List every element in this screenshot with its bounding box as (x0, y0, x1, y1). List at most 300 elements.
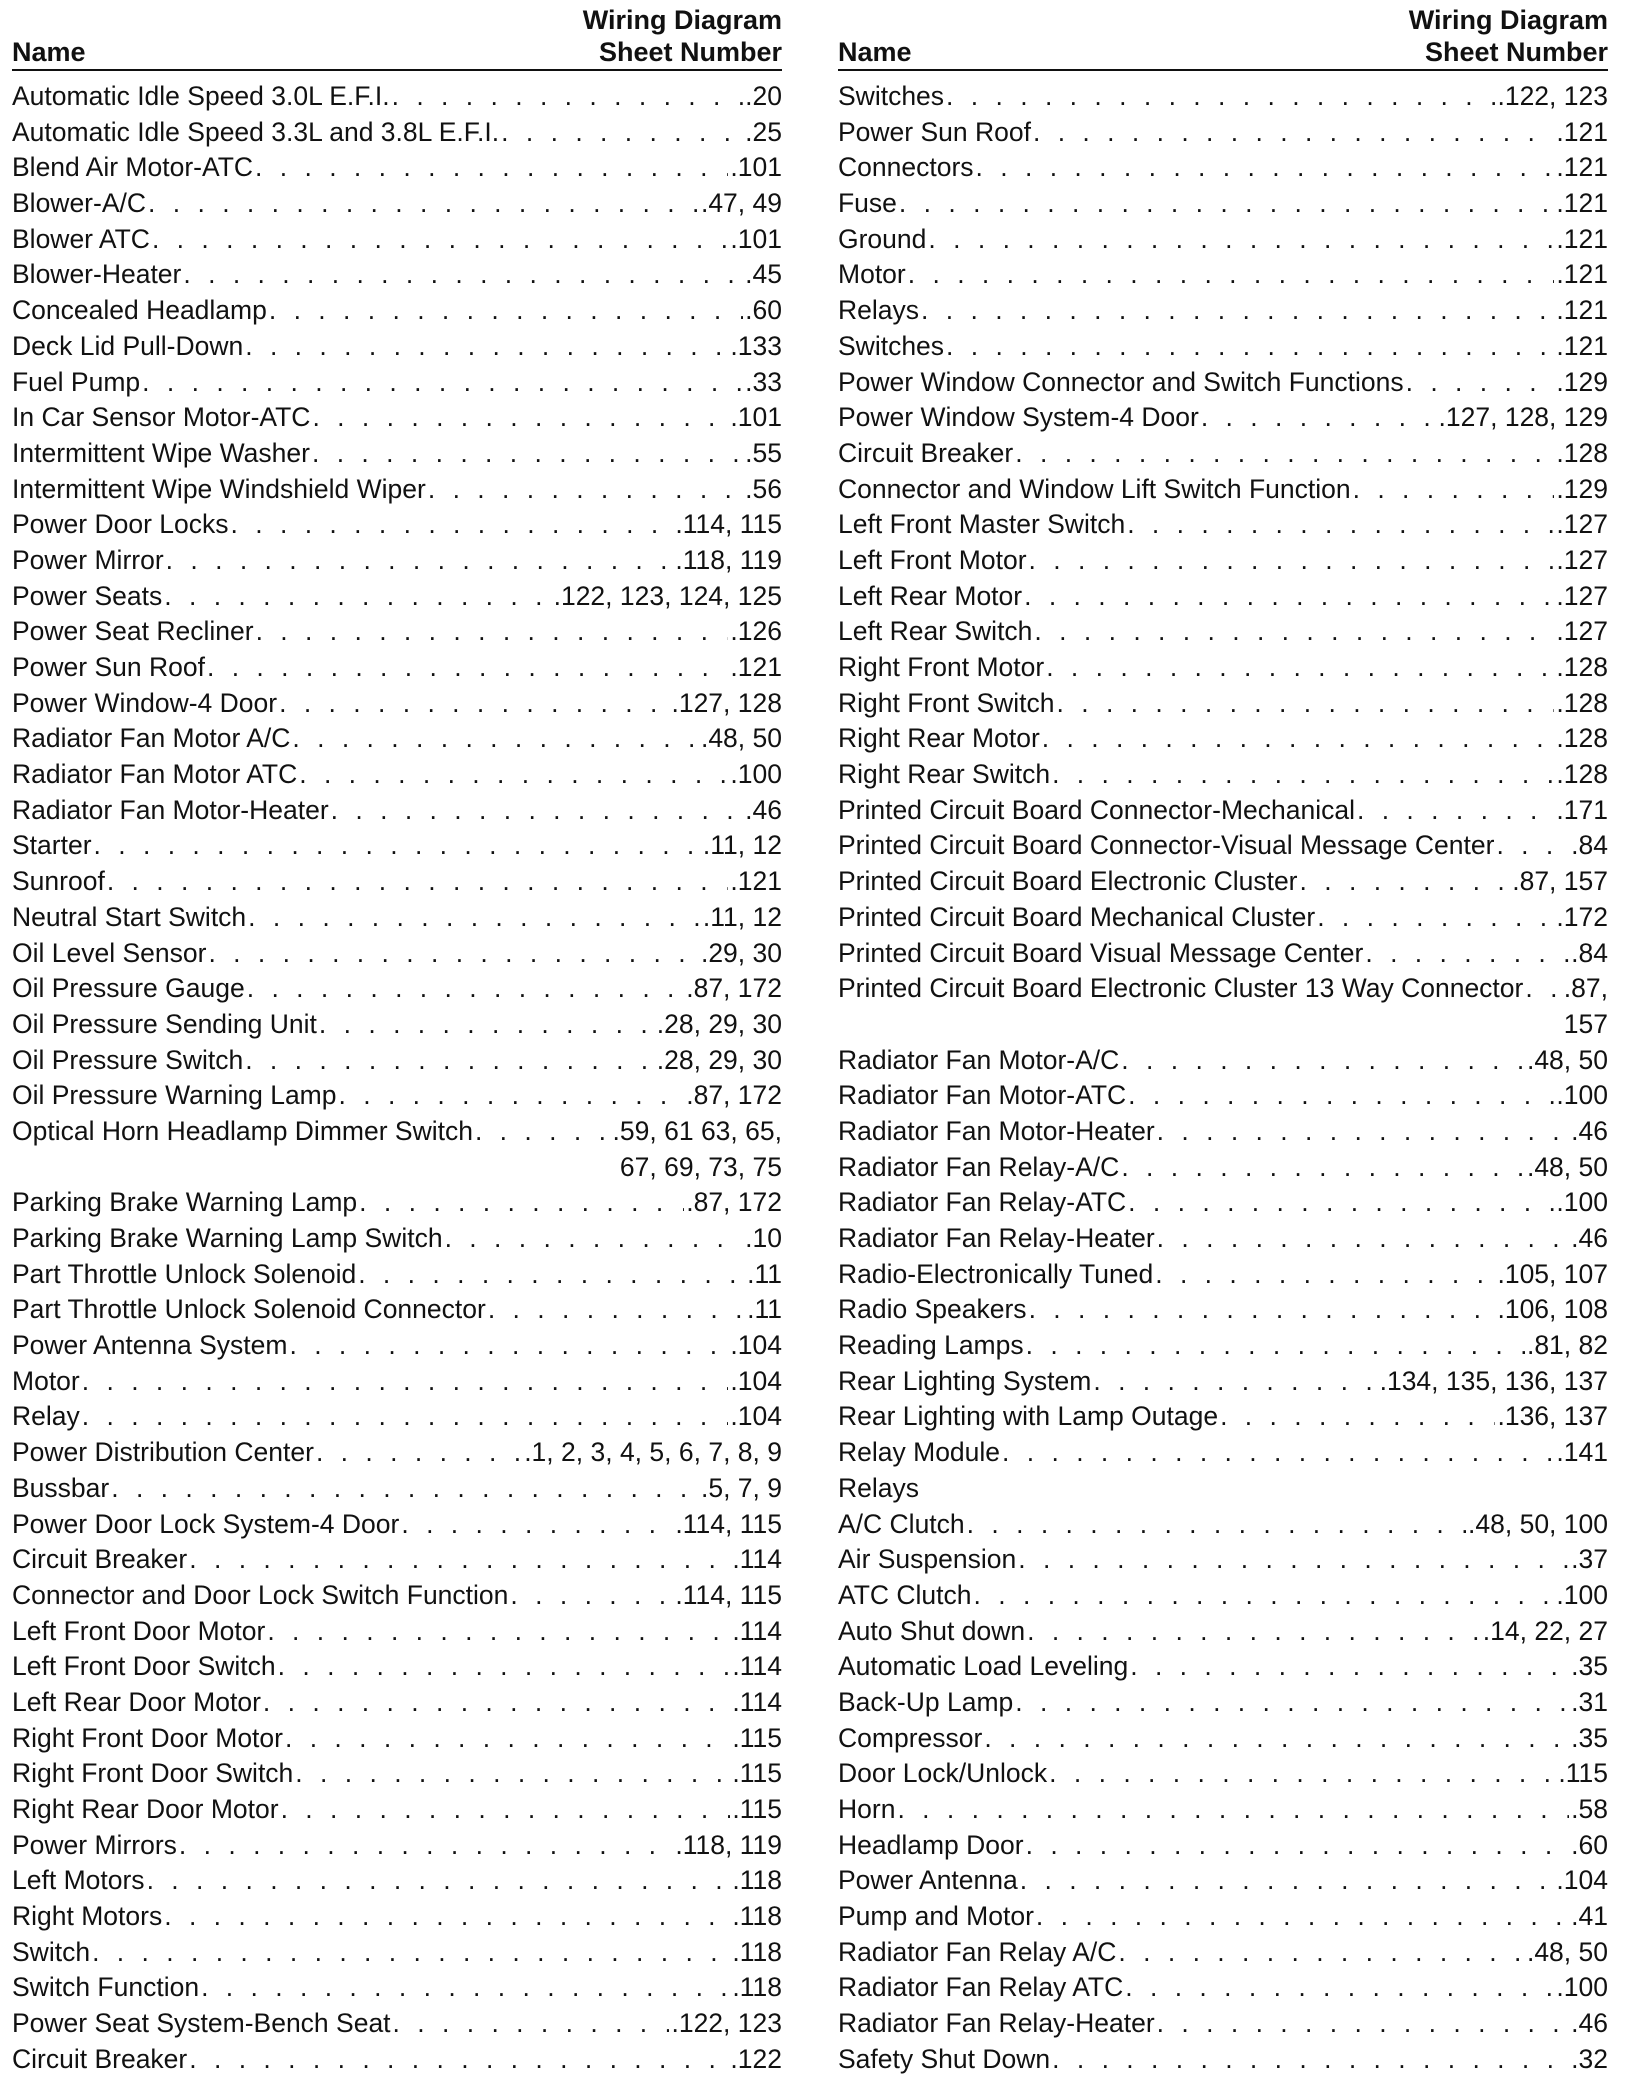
index-entry (12, 1507, 782, 1543)
entry-name: Power Seats (12, 580, 163, 611)
right-column-header (838, 5, 1608, 71)
sheet-numbers: 67, 69, 73, 75 (619, 1151, 782, 1182)
index-entry (12, 1185, 782, 1221)
sheet-numbers: .10 (745, 1223, 782, 1253)
sheet-numbers: .118 (732, 1865, 782, 1896)
dot-leader (1026, 1328, 1525, 1364)
index-entry (12, 1292, 782, 1328)
entry-name: Right Rear Motor (838, 723, 1040, 754)
index-entry (12, 1328, 782, 1364)
sheet-numbers: .121 (1556, 330, 1608, 361)
sheet-numbers: .87, 172 (686, 1187, 782, 1218)
dot-leader (1353, 472, 1555, 508)
index-entry (838, 365, 1608, 401)
dot-leader (1036, 1899, 1569, 1935)
index-entry (838, 1221, 1608, 1257)
entry-name: Right Front Door Switch (12, 1758, 294, 1789)
entry-name: Oil Pressure Warning Lamp (12, 1080, 337, 1111)
entry-name: Automatic Load Leveling (838, 1651, 1129, 1682)
sheet-numbers: .105, 107 (1497, 1258, 1608, 1289)
index-entry (12, 400, 782, 436)
entry-name: Radiator Fan Motor-A/C (838, 1044, 1120, 1075)
entry-name: Relay Module (838, 1437, 1001, 1468)
dot-leader (358, 1257, 745, 1293)
entry-name: Deck Lid Pull-Down (12, 330, 244, 361)
dot-leader (908, 257, 1555, 293)
sheet-numbers: 157 (1563, 1008, 1608, 1039)
entry-name: Ground (838, 223, 927, 254)
index-entry (12, 1756, 782, 1792)
sheet-numbers: .48, 50 (1526, 1936, 1608, 1967)
dot-leader (428, 472, 743, 508)
index-entry (838, 222, 1608, 258)
dot-leader (1525, 971, 1561, 1007)
sheet-numbers: .47, 49 (700, 188, 782, 219)
sheet-numbers: .171 (1556, 794, 1608, 825)
sheet-numbers: .141 (1556, 1437, 1608, 1468)
index-entry (12, 1649, 782, 1685)
entry-name: Concealed Headlamp (12, 295, 267, 326)
index-entry (12, 1863, 782, 1899)
entry-name: Right Rear Door Motor (12, 1794, 279, 1824)
entry-name: Power Distribution Center (12, 1437, 314, 1468)
name-column-heading: Name (838, 37, 912, 67)
index-entry (838, 79, 1608, 115)
entry-name: Right Motors (12, 1901, 163, 1932)
dot-leader (107, 864, 729, 900)
entry-name: Left Front Door Switch (12, 1651, 276, 1682)
dot-leader (1015, 436, 1554, 472)
entry-name: Power Window Connector and Switch Functions (838, 366, 1404, 397)
sheet-numbers: .31 (1571, 1686, 1608, 1717)
sheet-numbers: .58 (1571, 1794, 1608, 1824)
index-entry (12, 2006, 782, 2042)
index-entry (12, 971, 782, 1007)
dot-leader (946, 329, 1554, 365)
entry-name: Left Front Door Motor (12, 1615, 266, 1646)
sheet-numbers: .127 (1556, 616, 1608, 647)
entry-name: Safety Shut Down (838, 2043, 1051, 2074)
dot-leader (245, 1043, 655, 1079)
index-entry (12, 1935, 782, 1971)
entry-name: Switches (838, 81, 945, 111)
dot-leader (248, 900, 701, 936)
dot-leader (319, 1007, 655, 1043)
dot-leader (1128, 1078, 1554, 1114)
index-entry (838, 1721, 1608, 1757)
sheet-heading-line-2: Sheet Number (598, 37, 782, 67)
entry-name: Starter (12, 830, 92, 861)
dot-leader (445, 1221, 744, 1257)
index-entry (12, 150, 782, 186)
dot-leader (1201, 400, 1437, 436)
entry-name: Neutral Start Switch (12, 901, 247, 932)
index-entry (12, 186, 782, 222)
dot-leader (1042, 721, 1555, 757)
index-entry (12, 579, 782, 615)
dot-leader (921, 293, 1554, 329)
dot-leader (1157, 2006, 1569, 2042)
dot-leader (1157, 1221, 1569, 1257)
sheet-numbers: .100 (730, 759, 782, 790)
index-entry (838, 329, 1608, 365)
index-entry (838, 900, 1608, 936)
entry-name: Printed Circuit Board Electronic Cluster 13 Way Connector (838, 973, 1524, 1004)
entry-name: Auto Shut down (838, 1615, 1026, 1646)
entry-name: Radiator Fan Motor-ATC (838, 1080, 1127, 1111)
entry-name: Sunroof (12, 866, 105, 897)
dot-leader (179, 1828, 674, 1864)
index-entry (12, 1007, 782, 1043)
left-index-list (12, 71, 782, 2078)
sheet-numbers: .122, 123, 124, 125 (553, 580, 782, 611)
index-entry (12, 1257, 782, 1293)
sheet-numbers: .84 (1571, 830, 1608, 861)
entry-name: Radio-Electronically Tuned (838, 1258, 1154, 1289)
dot-leader (897, 1792, 1569, 1828)
dot-leader (1015, 1685, 1569, 1721)
index-entry (12, 793, 782, 829)
entry-name: Compressor (838, 1722, 983, 1753)
dot-leader (984, 1721, 1569, 1757)
entry-name: Part Throttle Unlock Solenoid (12, 1258, 357, 1289)
dot-leader (1093, 1364, 1377, 1400)
dot-leader (281, 1792, 731, 1828)
sheet-numbers: .121 (1556, 188, 1608, 219)
dot-leader (316, 1435, 522, 1471)
dot-leader (148, 186, 699, 222)
sheet-numbers: .100 (1556, 1972, 1608, 2003)
sheet-numbers: .84 (1571, 937, 1608, 968)
entry-name: Connectors (838, 152, 974, 183)
dot-leader (1002, 1435, 1554, 1471)
dot-leader (269, 293, 743, 329)
index-entry (838, 650, 1608, 686)
index-entry (12, 1542, 782, 1578)
dot-leader (247, 971, 685, 1007)
sheet-numbers: .46 (1571, 1115, 1608, 1146)
right-column (838, 0, 1608, 2078)
dot-leader (946, 79, 1495, 115)
dot-leader (510, 1578, 673, 1614)
index-entry (838, 2042, 1608, 2078)
entry-name: Blower ATC (12, 223, 150, 254)
entry-name: Automatic Idle Speed 3.0L E.F.I. (12, 81, 390, 111)
sheet-numbers: .128 (1556, 437, 1608, 468)
index-entry (838, 721, 1608, 757)
index-entry (12, 329, 782, 365)
entry-name: Reading Lamps (838, 1330, 1024, 1361)
index-entry (838, 293, 1608, 329)
sheet-numbers: .46 (745, 794, 782, 825)
dot-leader (152, 222, 728, 258)
index-entry (838, 614, 1608, 650)
sheet-numbers: .60 (1571, 1829, 1608, 1860)
sheet-numbers: .114 (732, 1686, 782, 1717)
entry-name: Power Window System-4 Door (838, 402, 1199, 433)
index-entry (838, 507, 1608, 543)
entry-name: Left Front Master Switch (838, 509, 1126, 540)
index-entry (838, 864, 1608, 900)
index-entry (838, 1114, 1608, 1150)
sheet-numbers: .41 (1571, 1901, 1608, 1932)
sheet-heading-line-2: Sheet Number (1424, 37, 1608, 67)
sheet-numbers: .100 (1556, 1080, 1608, 1111)
index-entry (838, 115, 1608, 151)
dot-leader (1121, 1150, 1525, 1186)
sheet-numbers: .11, 12 (702, 830, 782, 861)
index-entry (12, 79, 782, 115)
sheet-numbers: .128 (1556, 723, 1608, 754)
entry-name: Intermittent Wipe Windshield Wiper (12, 473, 426, 504)
dot-leader (312, 436, 743, 472)
entry-name: Right Front Door Motor (12, 1722, 283, 1753)
index-entry (12, 222, 782, 258)
entry-name: Relay (12, 1401, 80, 1432)
sheet-numbers: .114, 115 (675, 509, 782, 540)
index-entry (838, 1792, 1608, 1828)
sheet-numbers: .101 (730, 402, 782, 433)
dot-leader (359, 1185, 684, 1221)
index-entry (838, 1899, 1608, 1935)
dot-leader (255, 150, 728, 186)
dot-leader (1024, 579, 1554, 615)
entry-name: Power Seat System-Bench Seat (12, 2008, 391, 2039)
sheet-numbers: .11 (747, 1258, 782, 1289)
index-entry (12, 1685, 782, 1721)
dot-leader (189, 1542, 730, 1578)
index-entry (12, 936, 782, 972)
dot-leader (142, 365, 743, 401)
dot-leader (1034, 614, 1554, 650)
entry-name: Optical Horn Headlamp Dimmer Switch (12, 1115, 473, 1146)
sheet-numbers: .121 (1556, 259, 1608, 290)
entry-name: Radiator Fan Relay A/C (838, 1936, 1117, 1967)
sheet-numbers: .127, 128, 129 (1438, 402, 1608, 433)
sheet-numbers: .55 (745, 437, 782, 468)
sheet-numbers: .35 (1571, 1722, 1608, 1753)
sheet-numbers: .172 (1556, 901, 1608, 932)
dot-leader (289, 1328, 728, 1364)
index-entry (12, 1721, 782, 1757)
dot-leader (245, 329, 728, 365)
dot-leader (189, 2042, 728, 2078)
dot-leader (1365, 936, 1569, 972)
dot-leader (1406, 365, 1555, 401)
sheet-numbers: .33 (745, 366, 782, 397)
index-entry (12, 257, 782, 293)
index-entry (12, 1078, 782, 1114)
dot-leader (1155, 1257, 1495, 1293)
dot-leader (501, 115, 743, 151)
dot-leader (1317, 900, 1554, 936)
dot-leader (279, 686, 669, 722)
entry-name: Door Lock/Unlock (838, 1758, 1048, 1789)
index-entry (12, 472, 782, 508)
entry-name: Automatic Idle Speed 3.3L and 3.8L E.F.I. (12, 116, 500, 147)
dot-leader (1300, 864, 1511, 900)
entry-name: Power Window-4 Door (12, 687, 278, 718)
entry-name: Blower-A/C (12, 188, 147, 219)
index-entry (12, 115, 782, 151)
index-entry (838, 793, 1608, 829)
dot-leader (256, 614, 729, 650)
sheet-numbers: .48, 50 (1526, 1044, 1608, 1075)
dot-leader (392, 79, 744, 115)
index-entry (838, 1756, 1608, 1792)
sheet-numbers: .60 (745, 295, 782, 326)
sheet-numbers: .87, 157 (1512, 866, 1608, 897)
sheet-numbers: .48, 50 (700, 723, 782, 754)
entry-name: Power Seat Recliner (12, 616, 254, 647)
sheet-numbers: .106, 108 (1497, 1294, 1608, 1325)
index-entry (838, 1078, 1608, 1114)
sheet-numbers: .118 (732, 1972, 782, 2003)
sheet-numbers: .87, 172 (686, 1080, 782, 1111)
entry-name: Power Antenna System (12, 1330, 288, 1361)
entry-name: Left Rear Motor (838, 580, 1023, 611)
sheet-numbers: .118, 119 (675, 544, 782, 575)
sheet-numbers: .101 (730, 223, 782, 254)
sheet-numbers: .133 (730, 330, 782, 361)
index-entry (12, 2042, 782, 2078)
entry-name: Parking Brake Warning Lamp (12, 1187, 358, 1218)
dot-leader (1049, 1756, 1556, 1792)
name-column-heading: Name (12, 37, 86, 67)
entry-name: Left Rear Door Motor (12, 1686, 261, 1717)
index-entry (12, 864, 782, 900)
dot-leader (147, 1863, 731, 1899)
dot-leader (475, 1114, 611, 1150)
index-entry (12, 1364, 782, 1400)
sheet-numbers: .128 (1556, 652, 1608, 682)
index-entry (838, 1578, 1608, 1614)
entry-name: Fuel Pump (12, 366, 141, 397)
index-entry (12, 1614, 782, 1650)
sheet-numbers: .127 (1556, 580, 1608, 611)
entry-name: Radiator Fan Motor A/C (12, 723, 291, 754)
sheet-numbers: .114 (732, 1544, 782, 1575)
index-entry (838, 1970, 1608, 2006)
index-entry (838, 2006, 1608, 2042)
sheet-numbers: .114 (732, 1615, 782, 1646)
index-entry (12, 757, 782, 793)
entry-name: Switches (838, 330, 945, 361)
index-entry (12, 614, 782, 650)
index-entry (12, 1970, 782, 2006)
sheet-numbers: .48, 50, 100 (1468, 1508, 1608, 1539)
sheet-numbers: .129 (1556, 473, 1608, 504)
index-entry (12, 900, 782, 936)
sheet-numbers: .122 (730, 2043, 782, 2074)
dot-leader (207, 650, 728, 686)
entry-name: Right Front Switch (838, 687, 1055, 718)
index-entry (12, 365, 782, 401)
entry-name: Circuit Breaker (838, 437, 1014, 468)
index-entry (12, 828, 782, 864)
entry-name: Power Door Lock System-4 Door (12, 1508, 400, 1539)
sheet-numbers: .32 (1571, 2043, 1608, 2074)
entry-name: Right Front Motor (838, 652, 1045, 682)
dot-leader (1157, 1114, 1570, 1150)
sheet-numbers: .127, 128 (671, 687, 782, 718)
entry-name: Connector and Window Lift Switch Function (838, 473, 1351, 504)
sheet-numbers: .136, 137 (1497, 1401, 1608, 1432)
index-entry (838, 1292, 1608, 1328)
sheet-numbers: .104 (730, 1330, 782, 1361)
entry-name: Printed Circuit Board Connector-Visual Message Center (838, 830, 1495, 861)
dot-leader (1029, 543, 1555, 579)
index-entry (838, 257, 1608, 293)
sheet-numbers: .114, 115 (675, 1508, 782, 1539)
sheet-numbers: .126 (730, 616, 782, 647)
entry-name: Radiator Fan Motor-Heater (12, 794, 329, 825)
entry-name: Fuse (838, 188, 897, 219)
sheet-numbers: .129 (1556, 366, 1608, 397)
sheet-numbers: .118 (732, 1901, 782, 1932)
sheet-numbers: .114 (732, 1651, 782, 1682)
index-entry (12, 293, 782, 329)
entry-name: Blend Air Motor-ATC (12, 152, 254, 183)
index-entry (838, 686, 1608, 722)
dot-leader (1033, 115, 1554, 151)
sheet-numbers: .121 (730, 866, 782, 897)
index-entry (12, 1828, 782, 1864)
index-entry (838, 1185, 1608, 1221)
dot-leader (899, 186, 1555, 222)
left-column-header (12, 5, 782, 71)
index-entry-continuation (838, 1007, 1608, 1043)
sheet-numbers: .115 (732, 1722, 782, 1753)
entry-name: Intermittent Wipe Washer (12, 437, 310, 468)
sheet-numbers: .121 (1556, 295, 1608, 326)
index-group-heading (838, 1471, 1608, 1507)
entry-name: Motor (838, 259, 906, 290)
entry-name: Radiator Fan Motor-Heater (838, 1115, 1155, 1146)
entry-name: Printed Circuit Board Visual Message Center (838, 937, 1364, 968)
index-entry (12, 650, 782, 686)
index-entry (12, 1221, 782, 1257)
sheet-numbers: .11, 12 (702, 901, 782, 932)
index-entry (12, 543, 782, 579)
entry-name: Radiator Fan Relay-Heater (838, 1223, 1155, 1253)
entry-name: Switch Function (12, 1972, 200, 2003)
sheet-numbers: .100 (1556, 1579, 1608, 1610)
index-entry (838, 543, 1608, 579)
sheet-numbers: .127 (1556, 509, 1608, 540)
sheet-number-column-heading (1409, 4, 1608, 68)
sheet-numbers: .115 (1558, 1758, 1608, 1789)
entry-name: Relays (838, 295, 920, 326)
dot-leader (488, 1292, 745, 1328)
index-entry (838, 1649, 1608, 1685)
sheet-numbers: .14, 22, 27 (1482, 1615, 1608, 1646)
entry-name: Right Rear Switch (838, 759, 1051, 790)
sheet-numbers: .118, 119 (675, 1829, 782, 1860)
dot-leader (285, 1721, 730, 1757)
sheet-numbers: .115 (732, 1758, 782, 1789)
entry-name: Power Sun Roof (838, 116, 1031, 147)
entry-name: Parking Brake Warning Lamp Switch (12, 1223, 443, 1253)
dot-leader (976, 150, 1555, 186)
entry-name: Radiator Fan Relay-Heater (838, 2008, 1155, 2039)
index-entry (838, 472, 1608, 508)
dot-leader (1046, 650, 1554, 686)
entry-name: Motor (12, 1365, 80, 1396)
sheet-numbers: .59, 61 63, 65, (612, 1115, 782, 1146)
dot-leader (263, 1685, 730, 1721)
sheet-numbers: .28, 29, 30 (656, 1008, 782, 1039)
